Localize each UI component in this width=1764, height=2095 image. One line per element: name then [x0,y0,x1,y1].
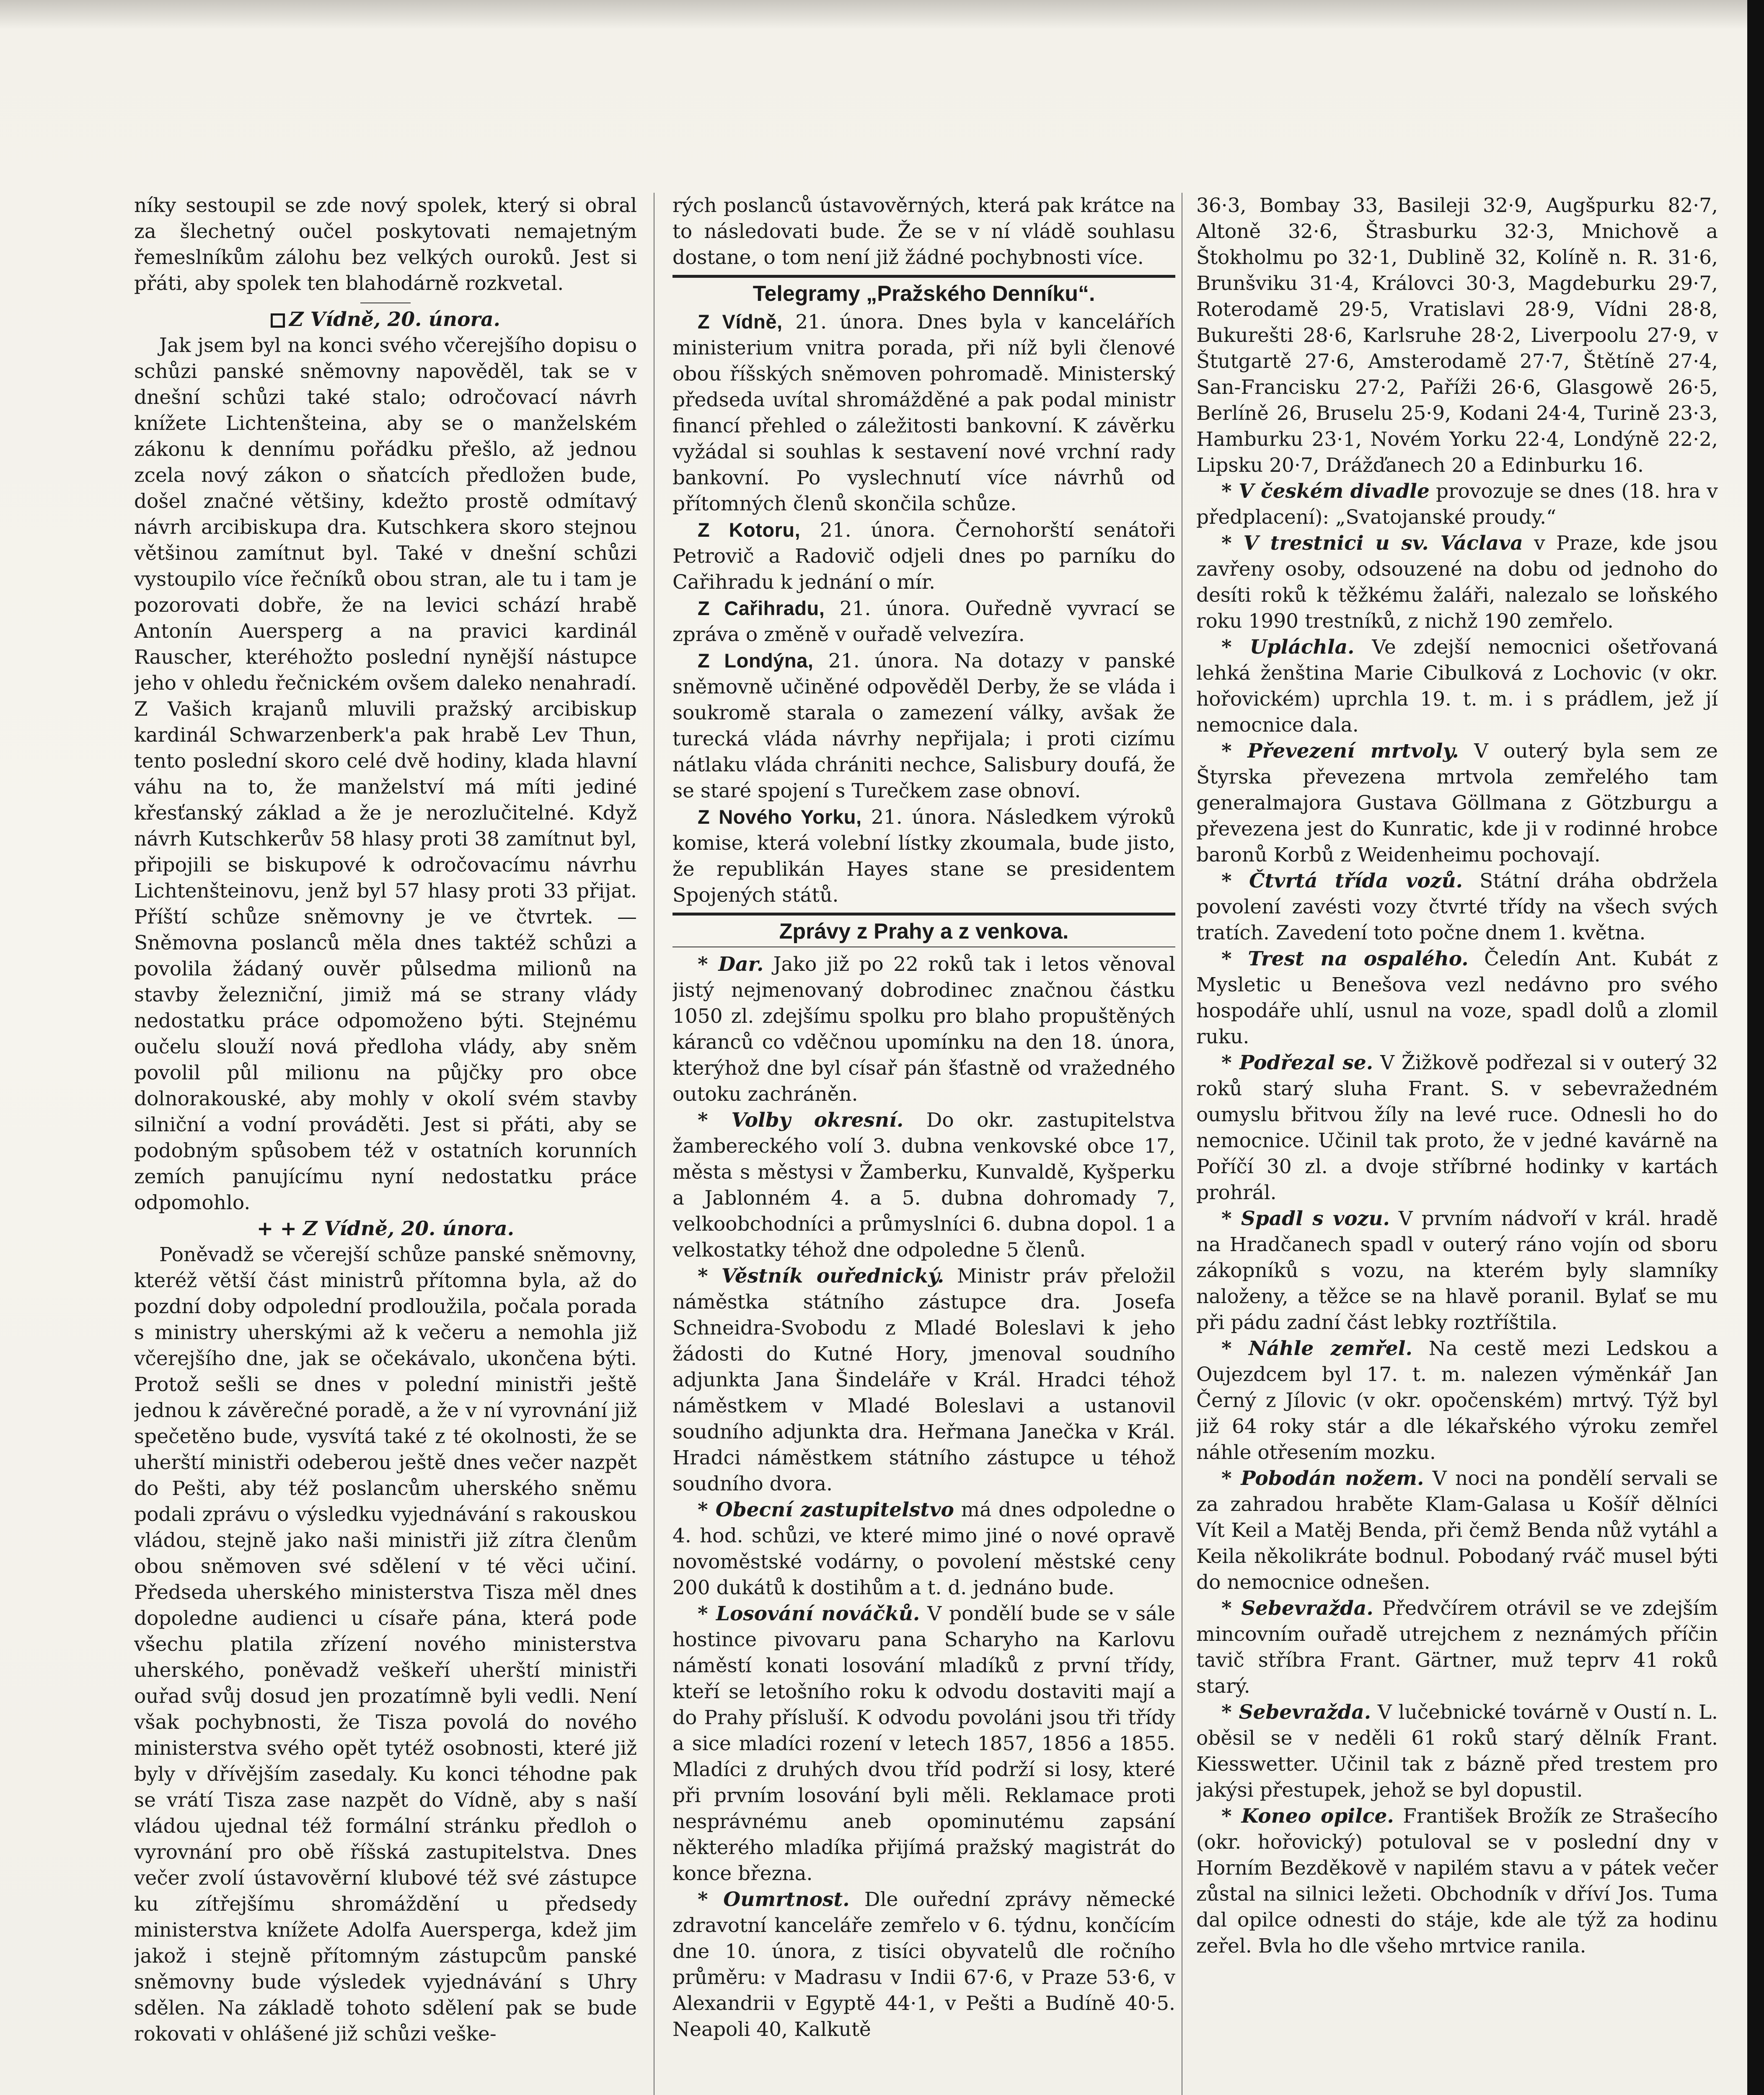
news-item: * V českém divadle provozuje se dnes (18. hra v předplacení): „Svatojanské proudy.“ [1196,480,1718,529]
news-text: V lučebnické továrně v Oustí n. L. oběsil se v neděli 61 roků starý dělník Frant. Kiesswetter. Učinil tak z bázně před trestem pro jakýsi přestupek, jehož se byl dopustil. [1196,1701,1718,1802]
section-rule [672,913,1175,916]
telegram-item [672,648,1175,804]
col2-continued-paragraph: rých poslanců ústavověrných, která pak krátce na to následovati bude. Že se v ní vládě souhlasu dostane, o tom není již žádné pochybnosti více. [672,194,1175,269]
news-title: Spadl s vozu. [1241,1207,1390,1230]
news-text: František Brožík ze Strašecího (okr. hořovický) potuloval se v poslední dny v Horním Bezděkově v napilém stavu a v pátek večer zůstal na silnici ležeti. Obchodník v dříví Jos. Tuma dal opilce odnesti do stáje, kde ale týž za hodinu zeřel. Bvla ho dle všeho mrtvice ranila. [1196,1805,1718,1958]
dateline-vienna-box [134,307,637,333]
section-rule [672,275,1175,278]
telegram-city: Z Vídně, [698,310,783,333]
news-item: * Náhle zemřel. Na cestě mezi Ledskou a Oujezdcem byl 17. t. m. nalezen výměnkář Jan Černý z Jílovic (v okr. opočenském) mrtvý. Týž byl již 64 roky stár a dle lékařského výroku zemřel náhle otřesením mozku. [1196,1337,1718,1464]
telegram-date: 21. února. [871,806,977,829]
telegram-text: Dnes byla v kancelářích ministerium vnitra porada, při níž byli členové obou říšských sněmoven pohromadě. Ministerský předseda uvítal shromážděné a pak podal ministr financí přehled o záležitosti bankovní. K závěrku vyžádal si souhlas k sestavení nové vrchní rady bankovní. Po vyslechnutí více návrhů od přítomných členů skončila schůze. [672,310,1175,515]
news-title: Obecní zastupitelstvo [715,1498,954,1521]
news-item: * Sebevražda. Předvčírem otrávil se ve zdejším mincovním ouřadě utrejchem z neznámých příčin tavič stříbra Frant. Gärtner, muž teprv 41 roků starý. [1196,1597,1718,1698]
news-title: Volby okresní. [731,1109,904,1132]
news-title: Trest na ospalého. [1248,947,1469,970]
news-item: * Trest na ospalého. Čeledín Ant. Kubát z Mysletic u Benešova vezl nedávno pro svého hospodáře uhlí, usnul na voze, spadl dolů a zlomil ruku. [1196,947,1718,1048]
telegram-text: Na dotazy v panské sněmovně učiněné odpověděl Derby, že se vláda i soukromě starala o zamezení války, avšak že turecká vláda návrhy nepřijala; i proti cizímu nátlaku vláda chrániti nechce, Salisbury doufá, že se staré spojení s Turečkem zase obnoví. [672,649,1175,802]
news-item: * Volby okresní. Do okr. zastupitelstva žambereckého volí 3. dubna venkovské obce 17, města s městysi v Žamberku, Kunvaldě, Kyšperku a Jablonném 4. a 5. dubna dohromady 7, velkoobchodníci a průmyslníci 6. dubna dopol. 1 a velkostatky téhož dne odpoledne 5 členů. [672,1109,1175,1262]
news-text: V noci na pondělí servali se za zahradou hraběte Klam-Galasa u Košíř dělníci Vít Keil a Matěj Benda, při čemž Benda nůž vytáhl a Keila několikráte bodnul. Pobodaný rváč musel býti do nemocnice odnešen. [1196,1467,1718,1594]
column-1 [134,193,637,2095]
news-title: Oumrtnost. [723,1888,850,1911]
news-text: Ministr práv přeložil náměstka státního zástupce dra. Josefa Schneidra-Svobodu z Mladé Boleslavi k jeho žádosti do Kutné Hory, jmenoval soudního adjunkta Jana Šindeláře v Král. Hradci téhož náměstkem v Mladé Boleslavi a ustanovil soudního adjunkta dra. Heřmana Janečka v Král. Hradci náměstkem státního zástupce u téhož soudního dvora. [672,1265,1175,1495]
telegram-item [672,309,1175,517]
telegram-date: 21. února. [795,310,904,334]
news-title: Dar. [718,953,764,976]
news-item: * Pobodán nožem. V noci na pondělí servali se za zahradou hraběte Klam-Galasa u Košíř dělníci Vít Keil a Matěj Benda, při čemž Benda nůž vytáhl a Keila několikráte bodnul. Pobodaný rváč musel býti do nemocnice odnešen. [1196,1467,1718,1594]
news-item: * Podřezal se. V Žižkově podřezal si v outerý 32 roků starý sluha Frant. S. v sebevražedném oumyslu břitvou žíly na levé ruce. Odnesli ho do nemocnice. Učinil tak proto, že v jedné kavárně na Poříčí 30 zl. a dvoje stříbrné hodinky v kartách prohrál. [1196,1051,1718,1204]
column-2 [672,193,1175,2095]
news-title: Náhle zemřel. [1248,1337,1412,1360]
telegram-text: Ouředně vyvrací se zpráva o změně v ouřadě velvezíra. [672,597,1175,646]
telegram-city: Z Londýna, [698,649,814,672]
telegram-date: 21. února. [828,649,939,672]
dateline-vienna-crosses [134,1216,637,1242]
news-heading: Zprávy z Prahy a z venkova. [779,919,1069,944]
vienna-report-paragraph: Jak jsem byl na konci svého včerejšího dopisu o schůzi panské sněmovny napověděl, tak se v dnešní schůzi také stalo; odročovací návrh knížete Lichtenšteina, aby se o manželském zákonu k dennímu pořádku přešlo, až jednou zcela nový zákon o sňatcích předložen bude, došel značné většiny, kdežto prostě odmítavý návrh arcibiskupa dra. Kutschkera skoro stejnou většinou zamítnut byl. Také v dnešní schůzi vystoupilo více řečníků obou stran, ale tu i tam je pozorovati dobře, že na levici schází hrabě Antonín Auersperg a na pravici kardinál Rauscher, kteréhožto poslední nynější nástupce jeho v ohledu řečnickém ovšem daleko nenahradí. Z Vašich krajanů mluvili pražský arcibiskup kardinál Schwarzenberk'a pak hrabě Lev Thun, tento poslední skoro celé dvě hodiny, klada hlavní váhu na to, že manželství má míti jediné křesťanský základ a že je nerozlučitelné. Když návrh Kutschkerův 58 hlasy proti 38 zamítnut byl, připojili se biskupové k odročovacímu návrhu Lichtenšteinovu, jenž byl 57 hlasy proti 33 přijat. Příští schůze sněmovny je ve čtvrtek. — Sněmovna poslanců měla dnes taktéž schůzi a povolila žádaný ouvěr půlsedma milionů na stavby železniční, jimiž má se strany vlády nedostatku práce odpomoženo býti. Stejnému oučelu slouží nová předloha vlády, aby sněm povolil půl milionu na půjčky pro obce dolnorakouské, aby mohly v okolí svém stavby silniční a vodní prováděti. Jest si přáti, aby se podobným spůsobem též v ostatních korunních zemích panujícímu nyní nedostatku práce odpomohlo. [134,334,637,1214]
news-title: Sebevražda. [1239,1701,1371,1724]
news-title: V trestnici u sv. Václava [1243,532,1523,555]
news-text: V pondělí bude se v sále hostince pivovaru pana Scharyho na Karlovu náměstí konati losování mladíků z první třídy, kteří se letošního roku k odvodu dostaviti mají a do Prahy přísluší. K odvodu povoláni jsou tři třídy a sice mladíci rození v letech 1857, 1856 a 1855. Mladíci z druhých dvou tříd podrží si losy, které při prvním losování byli měli. Reklamace proti nesprávnému aneb opominutému zapsání některého mladíka přijímá pražský magistrát do konce března. [672,1602,1175,1885]
telegram-city: Z Cařihradu, [698,597,825,619]
news-text: Ve zdejší nemocnici ošetřovaná lehká ženština Marie Cibulková z Lochovic (v okr. hořovickém) uprchla 19. t. m. i s prádlem, jež jí nemocnice dala. [1196,636,1718,737]
mortality-continued: 36·3, Bombay 33, Basileji 32·9, Augšpurku 82·7, Altoně 32·6, Štrasburku 32·3, Mnichově a Štokholmu po 32·1, Dublině 32, Kolíně n. R. 31·6, Brunšviku 31·4, Královci 30·3, Magdeburku 29·7, Roterodamě 29·5, Vratislavi 28·9, Vídni 28·8, Bukurešti 28·6, Karlsruhe 28·2, Liverpoolu 27·9, v Štutgartě 27·6, Amsterodamě 27·7, Štětíně 27·4, San-Francisku 27·2, Paříži 26·6, Glasgowě 26·5, Berlíně 26, Bruselu 25·9, Kodani 24·4, Turině 23·3, Hamburku 23·1, Novém Yorku 22·4, Londýně 22·2, Lipsku 20·7, Drážďanech 20 a Edinburku 16. [1196,194,1718,477]
news-item: * Obecní zastupitelstvo má dnes odpoledne o 4. hod. schůzi, ve které mimo jiné o nové opravě novoměstské vodárny, o povolení městské ceny 200 dukátů k dostihům a t. d. jednáno bude. [672,1498,1175,1599]
telegram-text: Následkem výroků komise, která volební lístky zkoumala, bude jisto, že republikán Hayes stane se presidentem Spojených států. [672,806,1175,907]
telegram-item [672,517,1175,595]
news-text: Na cestě mezi Ledskou a Oujezdcem byl 17. t. m. nalezen výměnkář Jan Černý z Jílovic (v okr. opočenském) mrtvý. Týž byl již 64 roky stár a dle lékařského výroku zemřel náhle otřesením mozku. [1196,1337,1718,1464]
news-item: * Věstník ouřednický. Ministr práv přeložil náměstka státního zástupce dra. Josefa Schneidra-Svobodu z Mladé Boleslavi k jeho žádosti do Kutné Hory, jmenoval soudního adjunkta Jana Šindeláře v Král. Hradci téhož náměstkem v Mladé Boleslavi a ustanovil soudního adjunkta dra. Heřmana Janečka v Král. Hradci náměstkem státního zástupce u téhož soudního dvora. [672,1265,1175,1495]
cross-marker-icon: + + [256,1217,297,1240]
news-title: Sebevražda. [1241,1597,1373,1620]
news-text: V outerý byla sem ze Štyrska převezena mrtvola zemřelého tam generalmajora Gustava Göllmana z Götzburgu a převezena jest do Kunratic, kde ji v rodinné hrobce baronů Korbů z Weidenheimu pochovají. [1196,740,1718,866]
vienna-ministers-paragraph: Poněvadž se včerejší schůze panské sněmovny, kteréž větší část ministrů přítomna byla, až do pozdní doby odpolední prodloužila, počala porada s ministry uherskými až k večeru a nemohla již včerejšího dne, jak se očekávalo, ukončena býti. Protož sešli se dnes v polední ministři ještě jednou k závěrečné poradě, a že v ní vyrovnání již spečetěno bude, vysvítá také z té okolnosti, že se uherští ministři odeberou ještě dnes večer nazpět do Pešti, aby též poslancům uherského sněmu podali zprávu o výsledku vyjednávání s rakouskou vládou, stejně jako naši ministři již zítra členům obou sněmoven své sdělení v té věci učiní. Předseda uherského ministerstva Tisza měl dnes dopoledne audienci u císaře pána, která pode všechu platila zřízení nového ministerstva uherského, poněvadž veškeří uherští ministři ouřad svůj dosud jen prozatímně byli vedli. Není však pochybnosti, že Tisza povolá do nového ministerstva svého opět tytéž osobnosti, které již byly v dřívějším zasedaly. Ku konci téhodne pak se vrátí Tisza zase nazpět do Vídně, aby s naší vládou ujednal též formální stránku předloh o vyrovnání pro obě říšská zastupitelstva. Dnes večer zvolí ústavověrní klubové též své zástupce ku zítřejšímu shromáždění u předsedy ministerstva knížete Adolfa Auersperga, kdež jim jakož i stejně přítomným zástupcům panské sněmovny bude výsledek vyjednávání s Uhry sdělen. Na základě tohoto sdělení pak se bude rokovati v ohlášené již schůzi veške- [134,1243,637,2046]
news-text: Předvčírem otrávil se ve zdejším mincovním ouřadě utrejchem z neznámých příčin tavič stříbra Frant. Gärtner, muž teprv 41 roků starý. [1196,1597,1718,1698]
telegram-item [672,595,1175,648]
news-item: * Sebevražda. V lučebnické továrně v Oustí n. L. oběsil se v neděli 61 roků starý dělník Frant. Kiesswetter. Učinil tak z bázně před trestem pro jakýsi přestupek, jehož se byl dopustil. [1196,1701,1718,1802]
news-title: Koneo opilce. [1241,1805,1394,1828]
news-title: Čtvrtá třída vozů. [1249,869,1463,892]
news-title: Losování nováčků. [716,1602,920,1625]
square-marker-icon [271,313,285,328]
scan-right-edge [1747,0,1764,2095]
news-item: * Upláchla. Ve zdejší nemocnici ošetřovaná lehká ženština Marie Cibulková z Lochovic (v okr. hořovickém) uprchla 19. t. m. i s prádlem, jež jí nemocnice dala. [1196,636,1718,737]
news-text: V Žižkově podřezal si v outerý 32 roků starý sluha Frant. S. v sebevražedném oumyslu břitvou žíly na levé ruce. Odnesli ho do nemocnice. Učinil tak proto, že v jedné kavárně na Poříčí 30 zl. a dvoje stříbrné hodinky v kartách prohrál. [1196,1051,1718,1204]
news-text: má dnes odpoledne o 4. hod. schůzi, ve které mimo jiné o nové opravě novoměstské vodárny, o povolení městské ceny 200 dukátů k dostihům a t. d. jednáno bude. [672,1498,1175,1599]
telegram-text: Černohorští senátoři Petrovič a Radovič odjeli dnes po parníku do Cařihradu k jednání o mír. [672,519,1175,594]
news-title: Podřezal se. [1239,1051,1373,1074]
news-text: Jako již po 22 roků tak i letos věnoval jistý nejmenovaný dobrodinec značnou částku 1050 zl. zdejšímu spolku pro blaho propuštěných káranců co vděčnou upomínku na den 18. února, kterýhož dne byl císař pán šťastně od vražedného outoku zachráněn. [672,953,1175,1106]
news-title: Převezení mrtvoly. [1247,740,1459,763]
dateline-text: Z Vídně, 20. února. [289,308,501,331]
telegram-date: 21. února. [839,597,951,620]
telegram-date: 21. února. [820,519,936,542]
news-text: Do okr. zastupitelstva žambereckého volí 3. dubna venkovské obce 17, města s městysi v Žamberku, Kunvaldě, Kyšperku a Jablonném 4. a 5. dubna dohromady 7, velkoobchodníci a průmyslníci 6. dubna dopol. 1 a velkostatky téhož dne odpoledne 5 členů. [672,1109,1175,1262]
news-text: Čeledín Ant. Kubát z Mysletic u Benešova vezl nedávno pro svého hospodáře uhlí, usnul na voze, spadl dolů a zlomil ruku. [1196,947,1718,1048]
news-item: * Spadl s vozu. V prvním nádvoří v král. hradě na Hradčanech spadl v outerý ráno vojín od sboru zákopníků s vozu, na kterém byly slamníky naloženy, a těžce se na hlavě poranil. Bylať se mu při pádu zadní část lebky roztříštila. [1196,1207,1718,1334]
news-title: Věstník ouřednický. [721,1265,944,1288]
news-text: Dle ouřední zprávy německé zdravotní kanceláře zemřelo v 6. týdnu, končícím dne 10. února, z tisíci obyvatelů dle ročního průměru: v Madrasu v Indii 67·6, v Praze 53·6, v Alexandrii v Egyptě 44·1, v Pešti a Budíně 40·5. Neapoli 40, Kalkutě [672,1888,1175,2041]
dateline-text: Z Vídně, 20. února. [303,1217,515,1240]
news-item: * V trestnici u sv. Václava v Praze, kde jsou zavřeny osoby, odsouzené na dobu od jednoho do desíti roků k těžkému žaláři, nalezalo se loňského roku 1990 trestníků, z nichž 190 zemřelo. [1196,532,1718,633]
news-text: v Praze, kde jsou zavřeny osoby, odsouzené na dobu od jednoho do desíti roků k těžkému žaláři, nalezalo se loňského roku 1990 trestníků, z nichž 190 zemřelo. [1196,532,1718,633]
telegram-item [672,804,1175,908]
news-item: * Čtvrtá třída vozů. Státní dráha obdržela povolení zavésti vozy čtvrté třídy na všech svých tratích. Zavedení toto počne dnem 1. května. [1196,869,1718,944]
news-item: * Oumrtnost. Dle ouřední zprávy německé zdravotní kanceláře zemřelo v 6. týdnu, končícím dne 10. února, z tisíci obyvatelů dle ročního průměru: v Madrasu v Indii 67·6, v Praze 53·6, v Alexandrii v Egyptě 44·1, v Pešti a Budíně 40·5. Neapoli 40, Kalkutě [672,1888,1175,2041]
news-text: Státní dráha obdržela povolení zavésti vozy čtvrté třídy na všech svých tratích. Zavedení toto počne dnem 1. května. [1196,869,1718,944]
telegrams-heading: Telegramy „Pražského Denníku“. [753,282,1095,306]
news-title: Upláchla. [1249,636,1355,659]
telegram-city: Z Nového Yorku, [698,806,862,828]
news-text: provozuje se dnes (18. hra v předplacení): „Svatojanské proudy.“ [1196,480,1718,529]
news-text: V prvním nádvoří v král. hradě na Hradčanech spadl v outerý ráno vojín od sboru zákopníků s vozu, na kterém byly slamníky naloženy, a těžce se na hlavě poranil. Bylať se mu při pádu zadní část lebky roztříštila. [1196,1207,1718,1334]
news-title: V českém divadle [1239,480,1430,503]
news-item: * Dar. Jako již po 22 roků tak i letos věnoval jistý nejmenovaný dobrodinec značnou částku 1050 zl. zdejšímu spolku pro blaho propuštěných káranců co vděčnou upomínku na den 18. února, kterýhož dne byl císař pán šťastně od vražedného outoku zachráněn. [672,953,1175,1106]
news-title: Pobodán nožem. [1241,1467,1424,1490]
telegram-city: Z Kotoru, [698,519,801,541]
scan-top-shadow [0,0,1764,29]
news-item: * Převezení mrtvoly. V outerý byla sem ze Štyrska převezena mrtvola zemřelého tam generalmajora Gustava Göllmana z Götzburgu a převezena jest do Kunratic, kde ji v rodinné hrobce baronů Korbů z Weidenheimu pochovají. [1196,740,1718,866]
news-item: * Losování nováčků. V pondělí bude se v sále hostince pivovaru pana Scharyho na Karlovu náměstí konati losování mladíků z první třídy, kteří se letošního roku k odvodu dostaviti mají a do Prahy přísluší. K odvodu povoláni jsou tři třídy a sice mladíci rození v letech 1857, 1856 a 1855. Mladíci z druhých dvou tříd podrží si losy, které při prvním losování byli měli. Reklamace proti nesprávnému aneb opominutému zapsání některého mladíka přijímá pražský magistrát do konce března. [672,1602,1175,1885]
column-3 [1196,193,1718,2095]
col1-continued-paragraph: níky sestoupil se zde nový spolek, který si obral za šlechetný oučel poskytovati nemajetným řemeslníkům zálohu bez velkých ouroků. Jest si přáti, aby spolek ten blahodárně rozkvetal. [134,194,637,295]
news-item: * Koneo opilce. František Brožík ze Strašecího (okr. hořovický) potuloval se v poslední dny v Horním Bezděkově v napilém stavu a v pátek večer zůstal na silnici ležeti. Obchodník v dříví Jos. Tuma dal opilce odnesti do stáje, kde ale týž za hodinu zeřel. Bvla ho dle všeho mrtvice ranila. [1196,1805,1718,1958]
